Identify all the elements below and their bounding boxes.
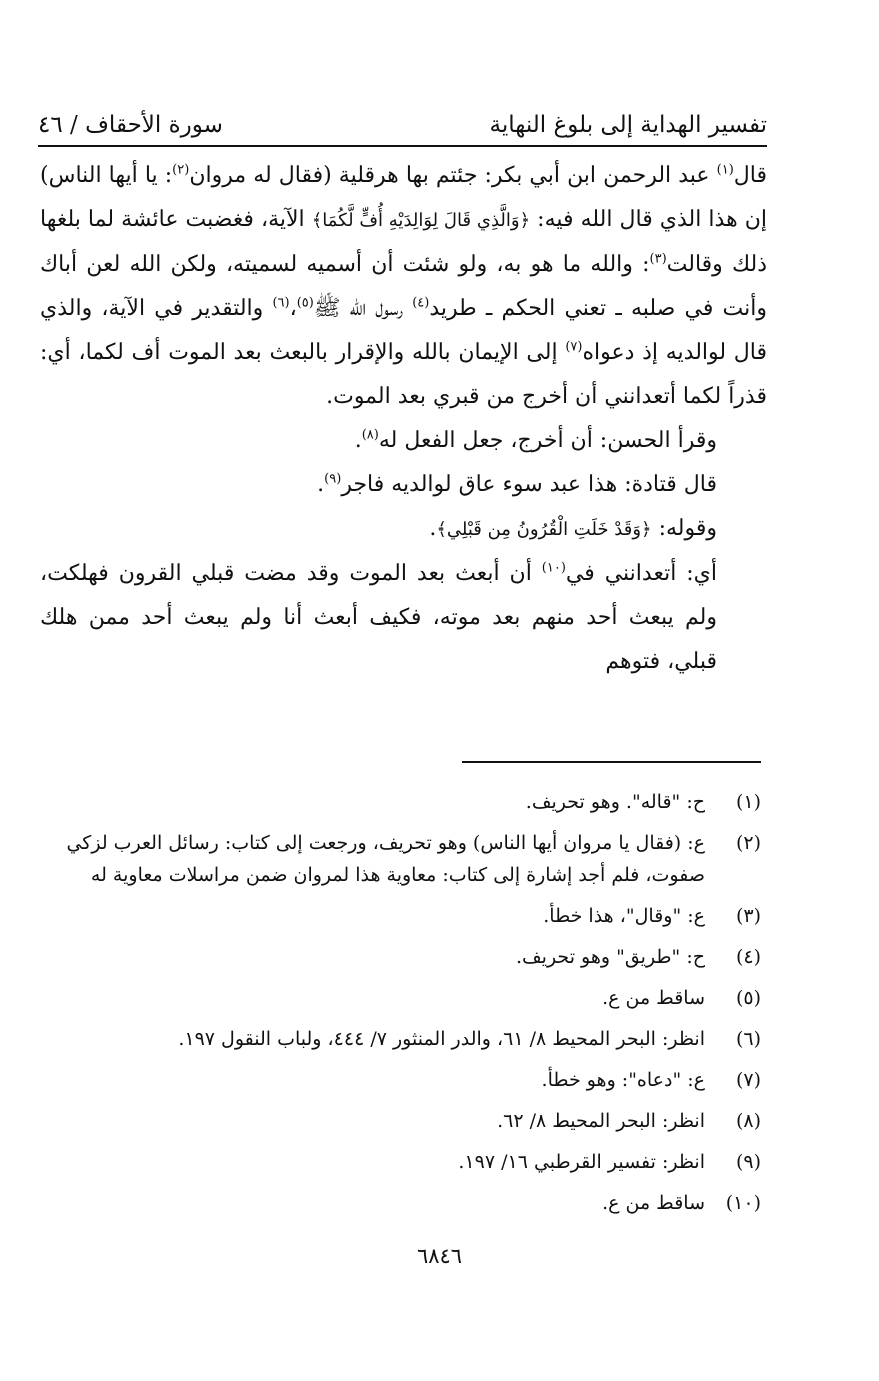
- running-header: [38, 96, 767, 138]
- text-span: والتقدير في الآية، والذي قال لوالديه إذ دعواه: [40, 296, 768, 365]
- footnote-text: ع: "دعاه": وهو خطأ.: [541, 1069, 705, 1091]
- footnote: [40, 1023, 761, 1055]
- footnote-text: انظر: البحر المحيط ٨/ ٦٢.: [497, 1110, 705, 1132]
- footnote: [40, 941, 761, 973]
- footnote-rule: [462, 761, 761, 763]
- footnote-ref: (٥): [296, 295, 314, 311]
- footnote-ref: (٢): [172, 162, 190, 178]
- footnote-number: (١): [735, 791, 761, 813]
- footnote-number: (١٠): [725, 1192, 761, 1214]
- text-span: وقرأ الحسن: أن أخرج، جعل الفعل له: [378, 428, 717, 453]
- footnote-ref: (١٠): [541, 560, 566, 576]
- text-span: .: [429, 516, 437, 541]
- footnote: [40, 1064, 761, 1096]
- footnote: [40, 1146, 761, 1178]
- footnote-number: (٤): [735, 946, 761, 968]
- quran-verse: ﴿وَالَّذِي قَالَ لِوَالِدَيْهِ أُفٍّ لَّكُمَا﴾: [311, 210, 531, 231]
- main-text: [40, 154, 767, 684]
- footnote: [40, 1187, 761, 1219]
- footnote: [40, 1105, 761, 1137]
- text-span: عبد الرحمن ابن أبي بكر: جئتم بها هرقلية (فقال له مروان: [189, 163, 717, 188]
- page-number: ٦٨٤٦: [416, 1244, 463, 1268]
- footnote-ref: (١): [716, 162, 734, 178]
- text-span: ،: [289, 296, 297, 321]
- footnote-text: انظر: البحر المحيط ٨/ ٦١، والدر المنثور ٧/ ٤٤٤، ولباب النقول ١٩٧.: [178, 1028, 705, 1050]
- text-span: .: [354, 428, 362, 453]
- footnote: [40, 786, 761, 818]
- footnote-number: (٨): [735, 1110, 761, 1132]
- paragraph-3: [40, 463, 767, 507]
- footnote-text: انظر: تفسير القرطبي ١٦/ ١٩٧.: [458, 1151, 705, 1173]
- footnote-ref: (٣): [649, 251, 667, 267]
- header-rule: [38, 145, 767, 147]
- text-span: الآية، فغضبت عائشة لما بلغها ذلك وقالت: [40, 207, 768, 277]
- paragraph-5: [40, 552, 767, 684]
- book-title: تفسير الهداية إلى بلوغ النهاية: [489, 112, 767, 138]
- footnote-number: (٥): [735, 987, 761, 1009]
- surah-reference: سورة الأحقاف / ٤٦: [38, 112, 223, 138]
- paragraph-1: [40, 154, 767, 419]
- paragraph-4: [40, 507, 767, 552]
- footnote-ref: (٨): [361, 427, 379, 443]
- footnotes: [40, 786, 761, 1228]
- footnote-text: ساقط من ع.: [602, 987, 705, 1009]
- footnote-ref: (٤): [412, 295, 430, 311]
- footnote-number: (٩): [735, 1151, 761, 1173]
- footnote-ref: (٦): [272, 295, 290, 311]
- footnote-number: (٦): [735, 1028, 761, 1050]
- text-span: أي: أتعدانني في: [565, 561, 717, 586]
- text-span: رسول الله ﷺ: [313, 296, 413, 321]
- text-span: : يا أيها الناس) إن هذا الذي قال الله فيه:: [40, 163, 767, 232]
- footnote-text: ح: "قاله". وهو تحريف.: [525, 791, 705, 813]
- footnote-ref: (٩): [324, 471, 342, 487]
- footnote: [40, 900, 761, 932]
- text-span: قال: [733, 163, 767, 188]
- text-span: : والله ما هو به، ولو شئت أن أسميه لسميته، ولكن الله لعن أباك وأنت في صلبه ـ تعني الحكم ـ طريد: [40, 252, 768, 321]
- text-span: أن أبعث بعد الموت وقد مضت قبلي القرون فهلكت، ولم يبعث أحد منهم بعد موته، فكيف أبعث أنا ولم يبعث أحد ممن هلك قبلي، فتوهم: [40, 561, 717, 674]
- footnote-number: (٢): [735, 832, 761, 854]
- text-span: إلى الإيمان بالله والإقرار بالبعث بعد الموت أف لكما، أي: قذراً لكما أتعدانني أن أخرج من قبري بعد الموت.: [40, 340, 767, 409]
- footnote-number: (٣): [735, 905, 761, 927]
- text-span: .: [317, 472, 325, 497]
- footnote-number: (٧): [735, 1069, 761, 1091]
- footnote-text: ساقط من ع.: [602, 1192, 705, 1214]
- paragraph-2: [40, 419, 767, 463]
- quran-verse: ﴿وَقَدْ خَلَتِ الْقُرُونُ مِن قَبْلِي﴾: [436, 519, 652, 540]
- text-span: وقوله:: [651, 516, 717, 541]
- footnote-text: ح: "طريق" وهو تحريف.: [515, 946, 705, 968]
- footnote: [40, 982, 761, 1014]
- footnote-text: ع: (فقال يا مروان أيها الناس) وهو تحريف، ورجعت إلى كتاب: رسائل العرب لزكي صفوت، فلم أجد إشارة إلى كتاب: معاوية هذا لمروان ضمن مراسلات معاوية له: [66, 832, 705, 886]
- footnote-ref: (٧): [565, 339, 583, 355]
- footnote-text: ع: "وقال"، هذا خطأ.: [543, 905, 705, 927]
- footnote: [40, 827, 761, 891]
- text-span: قال قتادة: هذا عبد سوء عاق لوالديه فاجر: [341, 472, 717, 497]
